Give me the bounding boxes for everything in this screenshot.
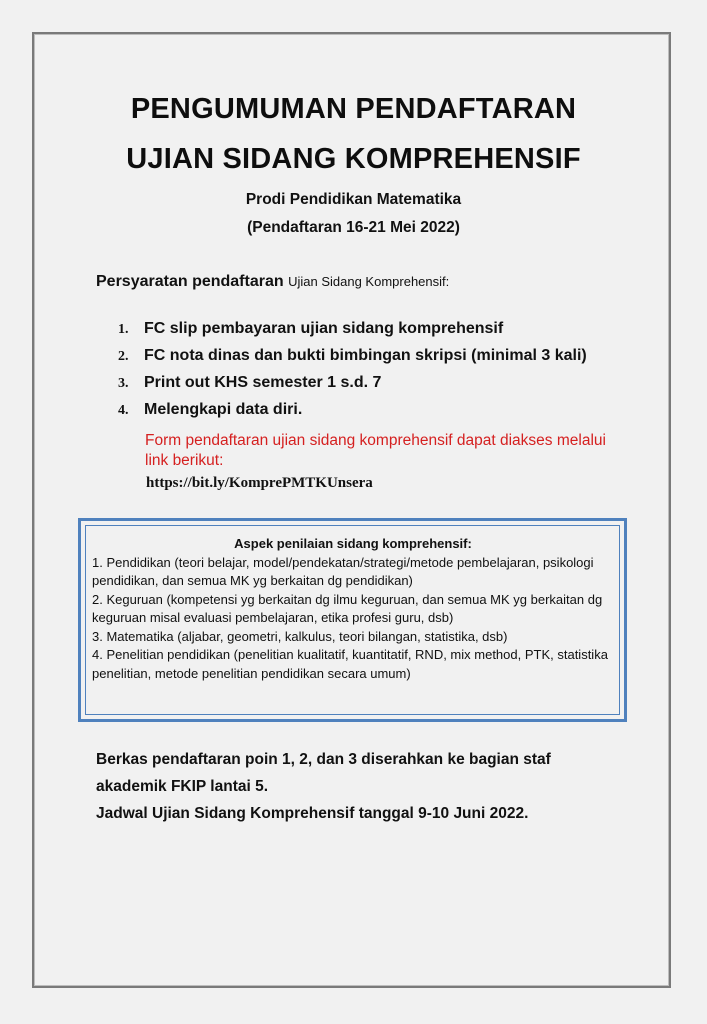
requirements-list: [118, 320, 587, 428]
announcement-title-line1: PENGUMUMAN PENDAFTARAN: [130, 93, 577, 125]
assessment-aspect-item: 3. Matematika (aljabar, geometri, kalkulus, teori bilangan, statistika, dsb): [92, 628, 508, 644]
requirement-text: FC slip pembayaran ujian sidang komprehensif: [144, 320, 504, 337]
assessment-aspects-inner: [85, 525, 620, 715]
form-note: Form pendaftaran ujian sidang komprehensif dapat diakses melalui link berikut:: [145, 432, 606, 469]
assessment-aspects-title: Aspek penilaian sidang komprehensif:: [234, 536, 472, 551]
requirement-number: 3.: [118, 376, 129, 391]
announcement-title-line2: UJIAN SIDANG KOMPREHENSIF: [126, 143, 581, 175]
assessment-aspect-item: 2. Keguruan (kompetensi yg berkaitan dg ilmu keguruan, dan semua MK yg berkaitan dg keguruan misal evaluasi pembelajaran, etika profesi guru, dsb): [92, 591, 603, 625]
submission-note: Berkas pendaftaran poin 1, 2, dan 3 diserahkan ke bagian staf akademik FKIP lantai 5.: [96, 751, 551, 795]
requirement-item: [118, 401, 587, 428]
program-name: Prodi Pendidikan Matematika: [245, 191, 462, 208]
requirement-text: FC nota dinas dan bukti bimbingan skripsi (minimal 3 kali): [144, 347, 587, 364]
requirement-text: Print out KHS semester 1 s.d. 7: [144, 374, 382, 391]
requirement-item: [118, 374, 587, 401]
assessment-aspect-item: 1. Pendidikan (teori belajar, model/pendekatan/strategi/metode pembelajaran, psikologi pendidikan, dan semua MK yg berkaitan dg pendidikan): [92, 554, 594, 588]
requirements-heading: [96, 273, 449, 291]
requirement-number: 2.: [118, 349, 129, 364]
requirement-number: 4.: [118, 403, 129, 418]
requirement-text: Melengkapi data diri.: [144, 401, 303, 418]
requirements-heading-bold: Persyaratan pendaftaran: [96, 273, 284, 290]
assessment-aspects-box: [78, 518, 627, 722]
registration-period: (Pendaftaran 16-21 Mei 2022): [247, 219, 460, 236]
assessment-aspect-item: 4. Penelitian pendidikan (penelitian kualitatif, kuantitatif, RND, mix method, PTK, statistika penelitian, metode penelitian pendidikan secara umum): [92, 647, 608, 681]
requirement-item: [118, 347, 587, 374]
exam-schedule: Jadwal Ujian Sidang Komprehensif tanggal 9-10 Juni 2022.: [96, 805, 529, 822]
form-link[interactable]: https://bit.ly/KomprePMTKUnsera: [146, 475, 373, 491]
requirement-number: 1.: [118, 322, 129, 337]
requirement-item: [118, 320, 587, 347]
requirements-heading-small: Ujian Sidang Komprehensif:: [288, 274, 450, 289]
